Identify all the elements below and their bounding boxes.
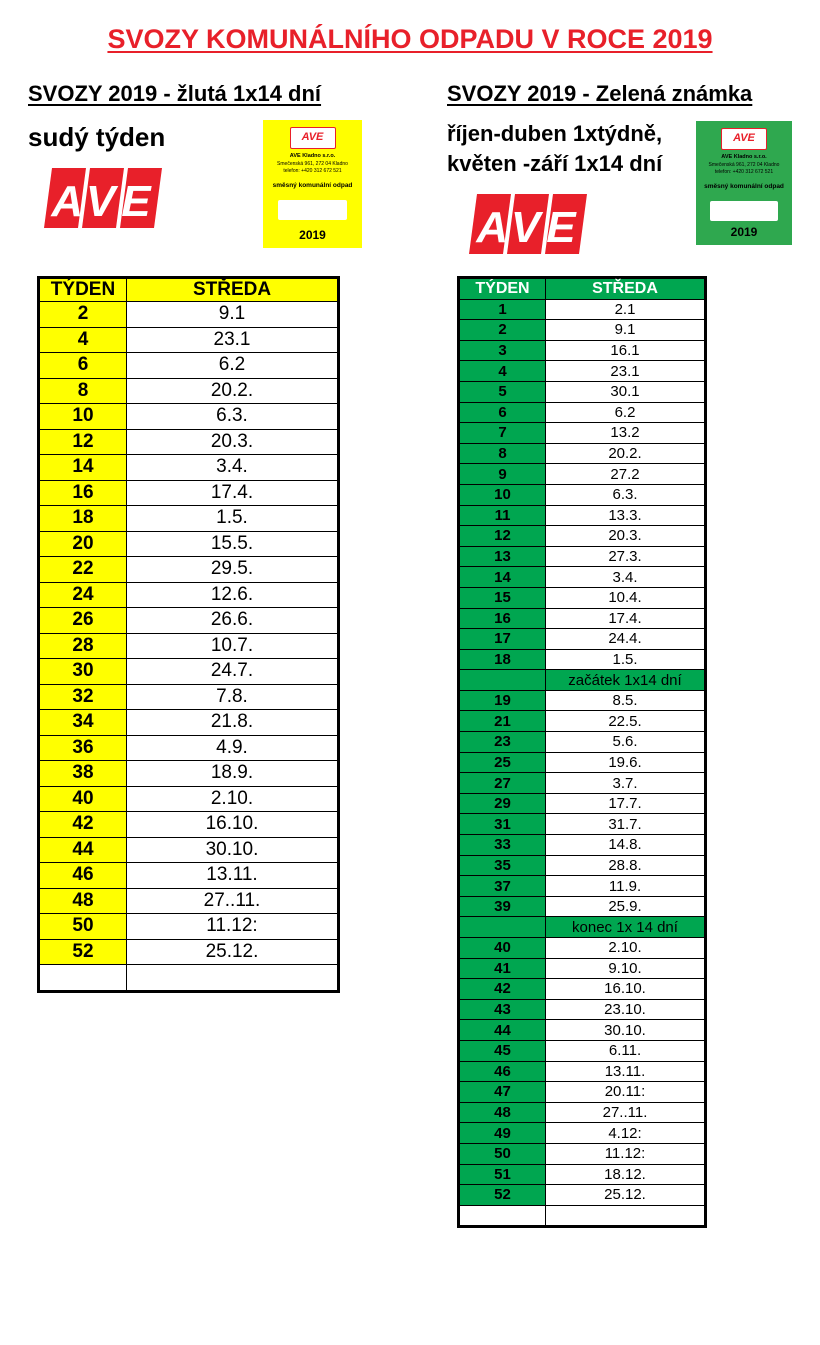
table-row <box>39 863 339 889</box>
date-cell: 9.1 <box>546 320 706 341</box>
yellow-sticker <box>263 120 362 248</box>
date-cell: 18.12. <box>546 1164 706 1185</box>
ave-logo-right-text: AVE <box>476 203 582 252</box>
date-cell: 6.11. <box>546 1040 706 1061</box>
table-row <box>459 752 706 773</box>
sticker-company: AVE Kladno s.r.o. <box>721 154 767 160</box>
week-cell: TÝDEN <box>459 278 546 300</box>
week-cell: 16 <box>459 608 546 629</box>
table-row <box>39 404 339 430</box>
left-description: sudý týden <box>28 122 166 152</box>
table-row <box>459 773 706 794</box>
date-cell: 23.10. <box>546 999 706 1020</box>
sticker-phone: telefon: +420 312 672 521 <box>283 168 342 174</box>
week-cell: 20 <box>39 531 127 557</box>
table-row <box>459 1061 706 1082</box>
date-cell: 22.5. <box>546 711 706 732</box>
week-cell: 32 <box>39 684 127 710</box>
week-cell: 52 <box>459 1185 546 1206</box>
week-cell: 43 <box>459 999 546 1020</box>
week-cell: 25 <box>459 752 546 773</box>
week-cell: 10 <box>459 484 546 505</box>
sticker-year: 2019 <box>730 225 758 239</box>
sticker-blank-box <box>710 201 777 221</box>
week-cell: 46 <box>39 863 127 889</box>
date-cell: 20.2. <box>546 443 706 464</box>
table-row <box>459 958 706 979</box>
week-cell: 31 <box>459 814 546 835</box>
week-cell: 22 <box>39 557 127 583</box>
date-cell: 5.6. <box>546 732 706 753</box>
week-cell: 49 <box>459 1123 546 1144</box>
date-cell: 27..11. <box>127 888 339 914</box>
table-section-row <box>459 917 706 938</box>
ave-logo-right <box>463 192 595 256</box>
ave-logo-left-text: AVE <box>51 177 157 226</box>
table-row <box>39 557 339 583</box>
week-cell: 30 <box>39 659 127 685</box>
date-cell: 9.10. <box>546 958 706 979</box>
date-cell: 14.8. <box>546 835 706 856</box>
sticker-address: Smečenská 961, 272 04 Kladno <box>708 162 780 168</box>
date-cell: konec 1x 14 dní <box>546 917 706 938</box>
table-row <box>459 340 706 361</box>
sticker-blank-box <box>278 200 347 220</box>
right-description-line1: říjen-duben 1xtýdně, <box>447 121 663 146</box>
date-cell: 3.4. <box>127 455 339 481</box>
week-cell: 18 <box>459 649 546 670</box>
week-cell: 1 <box>459 299 546 320</box>
week-cell: 26 <box>39 608 127 634</box>
table-row <box>459 1143 706 1164</box>
table-row <box>459 381 706 402</box>
green-sticker <box>696 121 792 245</box>
table-row <box>39 378 339 404</box>
week-cell: 35 <box>459 855 546 876</box>
date-cell: 6.2 <box>127 353 339 379</box>
table-row <box>459 526 706 547</box>
week-cell <box>39 965 127 992</box>
table-row <box>459 299 706 320</box>
date-cell: 23.1 <box>127 327 339 353</box>
table-row <box>459 587 706 608</box>
date-cell: 8.5. <box>546 690 706 711</box>
ave-logo-left <box>38 166 170 230</box>
week-cell: 48 <box>39 888 127 914</box>
week-cell: 40 <box>39 786 127 812</box>
table-row <box>39 327 339 353</box>
week-cell <box>459 1205 546 1227</box>
date-cell: 2.10. <box>127 786 339 812</box>
date-cell: 4.9. <box>127 735 339 761</box>
table-row <box>459 979 706 1000</box>
week-cell: 52 <box>39 939 127 965</box>
date-cell: 30.10. <box>127 837 339 863</box>
week-cell: 11 <box>459 505 546 526</box>
sticker-stamp-label: AVE <box>733 132 755 144</box>
week-cell <box>459 917 546 938</box>
table-row <box>39 659 339 685</box>
table-row <box>39 506 339 532</box>
table-row <box>459 423 706 444</box>
date-cell: 10.4. <box>546 587 706 608</box>
date-cell: 18.9. <box>127 761 339 787</box>
date-cell: 1.5. <box>546 649 706 670</box>
week-cell: 4 <box>459 361 546 382</box>
date-cell: 7.8. <box>127 684 339 710</box>
date-cell: 26.6. <box>127 608 339 634</box>
table-row <box>459 484 706 505</box>
date-cell: 1.5. <box>127 506 339 532</box>
table-row <box>459 1185 706 1206</box>
table-row <box>459 629 706 650</box>
date-cell: 23.1 <box>546 361 706 382</box>
sticker-year: 2019 <box>299 228 326 242</box>
week-cell: 27 <box>459 773 546 794</box>
week-cell: 14 <box>459 567 546 588</box>
table-empty-row <box>459 1205 706 1227</box>
sticker-type: směsný komunální odpad <box>704 183 784 190</box>
date-cell <box>546 1205 706 1227</box>
week-cell: 47 <box>459 1082 546 1103</box>
week-cell: 16 <box>39 480 127 506</box>
yellow-schedule-table <box>37 276 340 993</box>
table-row <box>459 938 706 959</box>
table-row <box>39 735 339 761</box>
date-cell: 27.2 <box>546 464 706 485</box>
date-cell: 31.7. <box>546 814 706 835</box>
table-section-row <box>459 670 706 691</box>
table-row <box>459 1102 706 1123</box>
week-cell: 2 <box>39 302 127 328</box>
table-row <box>39 608 339 634</box>
table-row <box>459 876 706 897</box>
left-subtitle: SVOZY 2019 - žlutá 1x14 dní <box>28 81 322 106</box>
week-cell: 7 <box>459 423 546 444</box>
table-row <box>39 531 339 557</box>
date-cell: 13.3. <box>546 505 706 526</box>
week-cell: 6 <box>459 402 546 423</box>
week-cell <box>459 670 546 691</box>
week-cell: TÝDEN <box>39 278 127 302</box>
date-cell: 12.6. <box>127 582 339 608</box>
date-cell: 16.10. <box>127 812 339 838</box>
table-row <box>459 793 706 814</box>
right-subtitle: SVOZY 2019 - Zelená známka <box>447 81 753 106</box>
date-cell: 27.3. <box>546 546 706 567</box>
week-cell: 38 <box>39 761 127 787</box>
date-cell: 13.2 <box>546 423 706 444</box>
date-cell: 10.7. <box>127 633 339 659</box>
table-row <box>39 633 339 659</box>
week-cell: 40 <box>459 938 546 959</box>
page-title: SVOZY KOMUNÁLNÍHO ODPADU V ROCE 2019 <box>107 24 713 54</box>
week-cell: 8 <box>39 378 127 404</box>
date-cell: STŘEDA <box>127 278 339 302</box>
table-row <box>459 732 706 753</box>
week-cell: 48 <box>459 1102 546 1123</box>
table-row <box>459 855 706 876</box>
date-cell: 16.10. <box>546 979 706 1000</box>
table-row <box>459 443 706 464</box>
table-empty-row <box>39 965 339 992</box>
date-cell: 2.1 <box>546 299 706 320</box>
table-row <box>39 480 339 506</box>
week-cell: 3 <box>459 340 546 361</box>
table-row <box>459 608 706 629</box>
date-cell: 11.12: <box>127 914 339 940</box>
week-cell: 5 <box>459 381 546 402</box>
date-cell: STŘEDA <box>546 278 706 300</box>
date-cell: 28.8. <box>546 855 706 876</box>
table-row <box>459 1123 706 1144</box>
table-row <box>459 1082 706 1103</box>
week-cell: 19 <box>459 690 546 711</box>
date-cell <box>127 965 339 992</box>
week-cell: 36 <box>39 735 127 761</box>
week-cell: 18 <box>39 506 127 532</box>
week-cell: 6 <box>39 353 127 379</box>
sticker-company: AVE Kladno s.r.o. <box>289 153 336 159</box>
table-row <box>39 786 339 812</box>
date-cell: 24.4. <box>546 629 706 650</box>
date-cell: 13.11. <box>546 1061 706 1082</box>
date-cell: 4.12: <box>546 1123 706 1144</box>
date-cell: 2.10. <box>546 938 706 959</box>
week-cell: 8 <box>459 443 546 464</box>
table-row <box>459 690 706 711</box>
date-cell: 17.4. <box>127 480 339 506</box>
date-cell: 24.7. <box>127 659 339 685</box>
week-cell: 4 <box>39 327 127 353</box>
table-row <box>39 837 339 863</box>
week-cell: 10 <box>39 404 127 430</box>
table-row <box>459 1164 706 1185</box>
week-cell: 50 <box>459 1143 546 1164</box>
date-cell: 6.3. <box>127 404 339 430</box>
table-row <box>459 505 706 526</box>
week-cell: 21 <box>459 711 546 732</box>
week-cell: 17 <box>459 629 546 650</box>
table-row <box>39 684 339 710</box>
table-row <box>39 914 339 940</box>
date-cell: 16.1 <box>546 340 706 361</box>
date-cell: 25.12. <box>127 939 339 965</box>
week-cell: 44 <box>459 1020 546 1041</box>
table-row <box>39 582 339 608</box>
week-cell: 42 <box>459 979 546 1000</box>
date-cell: 11.9. <box>546 876 706 897</box>
table-row <box>39 761 339 787</box>
date-cell: začátek 1x14 dní <box>546 670 706 691</box>
week-cell: 37 <box>459 876 546 897</box>
date-cell: 3.4. <box>546 567 706 588</box>
week-cell: 2 <box>459 320 546 341</box>
table-row <box>459 320 706 341</box>
table-row <box>39 710 339 736</box>
date-cell: 15.5. <box>127 531 339 557</box>
table-row <box>39 888 339 914</box>
table-header-row <box>39 278 339 302</box>
week-cell: 29 <box>459 793 546 814</box>
table-row <box>459 1020 706 1041</box>
table-row <box>459 814 706 835</box>
date-cell: 25.9. <box>546 896 706 917</box>
table-row <box>39 302 339 328</box>
table-row <box>459 567 706 588</box>
table-row <box>39 939 339 965</box>
table-row <box>39 429 339 455</box>
date-cell: 30.1 <box>546 381 706 402</box>
date-cell: 20.3. <box>127 429 339 455</box>
week-cell: 24 <box>39 582 127 608</box>
date-cell: 3.7. <box>546 773 706 794</box>
week-cell: 44 <box>39 837 127 863</box>
sticker-stamp-label: AVE <box>301 131 324 143</box>
date-cell: 6.3. <box>546 484 706 505</box>
date-cell: 20.2. <box>127 378 339 404</box>
table-row <box>459 1040 706 1061</box>
date-cell: 29.5. <box>127 557 339 583</box>
date-cell: 19.6. <box>546 752 706 773</box>
date-cell: 25.12. <box>546 1185 706 1206</box>
table-row <box>39 353 339 379</box>
week-cell: 13 <box>459 546 546 567</box>
week-cell: 45 <box>459 1040 546 1061</box>
week-cell: 12 <box>39 429 127 455</box>
date-cell: 27..11. <box>546 1102 706 1123</box>
week-cell: 33 <box>459 835 546 856</box>
table-row <box>459 835 706 856</box>
sticker-stamp <box>290 127 336 149</box>
week-cell: 34 <box>39 710 127 736</box>
date-cell: 6.2 <box>546 402 706 423</box>
week-cell: 28 <box>39 633 127 659</box>
date-cell: 13.11. <box>127 863 339 889</box>
table-row <box>39 812 339 838</box>
week-cell: 51 <box>459 1164 546 1185</box>
week-cell: 14 <box>39 455 127 481</box>
week-cell: 39 <box>459 896 546 917</box>
table-row <box>459 402 706 423</box>
table-row <box>459 711 706 732</box>
sticker-stamp <box>721 128 767 150</box>
date-cell: 21.8. <box>127 710 339 736</box>
green-schedule-table <box>457 276 707 1228</box>
date-cell: 11.12: <box>546 1143 706 1164</box>
date-cell: 30.10. <box>546 1020 706 1041</box>
week-cell: 15 <box>459 587 546 608</box>
table-row <box>39 455 339 481</box>
week-cell: 9 <box>459 464 546 485</box>
week-cell: 50 <box>39 914 127 940</box>
table-row <box>459 464 706 485</box>
sticker-type: směsný komunální odpad <box>272 182 353 189</box>
date-cell: 9.1 <box>127 302 339 328</box>
table-header-row <box>459 278 706 300</box>
week-cell: 23 <box>459 732 546 753</box>
week-cell: 42 <box>39 812 127 838</box>
date-cell: 20.11: <box>546 1082 706 1103</box>
date-cell: 17.7. <box>546 793 706 814</box>
sticker-address: Smečenská 961, 272 04 Kladno <box>277 161 348 167</box>
table-row <box>459 361 706 382</box>
table-row <box>459 546 706 567</box>
week-cell: 46 <box>459 1061 546 1082</box>
table-row <box>459 649 706 670</box>
table-row <box>459 999 706 1020</box>
date-cell: 17.4. <box>546 608 706 629</box>
week-cell: 41 <box>459 958 546 979</box>
table-row <box>459 896 706 917</box>
date-cell: 20.3. <box>546 526 706 547</box>
right-description-line2: květen -září 1x14 dní <box>447 151 663 176</box>
week-cell: 12 <box>459 526 546 547</box>
sticker-phone: telefon: +420 312 672 521 <box>714 169 774 175</box>
